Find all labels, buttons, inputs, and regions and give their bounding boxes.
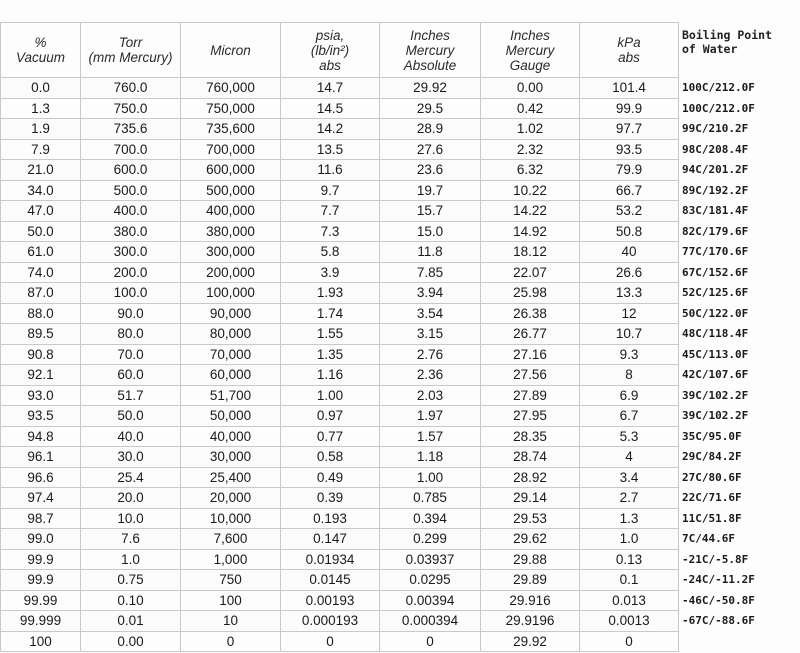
cell-inhg-gauge: 2.32 [481,139,580,160]
cell-inhg-gauge: 27.16 [481,344,580,365]
cell-vacuum: 92.1 [1,365,81,386]
cell-inhg-gauge: 14.92 [481,221,580,242]
boiling-point-value: 94C/201.2F [682,163,749,176]
cell-kpa: 0.0013 [580,611,679,632]
header-kpa [580,23,679,78]
cell-vacuum: 100 [1,631,81,652]
cell-vacuum: 90.8 [1,344,81,365]
boiling-point-value: -67C/-88.6F [682,614,755,627]
table-row [1,344,679,365]
cell-vacuum: 98.7 [1,508,81,529]
cell-vacuum: 99.9 [1,570,81,591]
cell-kpa: 5.3 [580,426,679,447]
table-row [1,529,679,550]
cell-torr: 500.0 [81,180,181,201]
cell-vacuum: 94.8 [1,426,81,447]
cell-inhg-gauge: 1.02 [481,119,580,140]
cell-inhg-gauge: 28.74 [481,447,580,468]
cell-kpa: 0.1 [580,570,679,591]
cell-torr: 25.4 [81,467,181,488]
header-inhg-absolute-line: Absolute [403,57,457,73]
cell-torr: 50.0 [81,406,181,427]
cell-torr: 60.0 [81,365,181,386]
cell-torr: 100.0 [81,283,181,304]
cell-psia: 0.000193 [281,611,380,632]
cell-psia: 0.01934 [281,549,380,570]
header-torr-line: Torr [118,35,143,50]
header-kpa-line: abs [618,50,640,65]
header-psia [281,23,380,78]
cell-inhg-absolute: 0.394 [380,508,481,529]
cell-micron: 51,700 [181,385,281,406]
cell-torr: 700.0 [81,139,181,160]
cell-inhg-gauge: 28.92 [481,467,580,488]
cell-inhg-absolute: 29.92 [380,78,481,99]
cell-psia: 1.93 [281,283,380,304]
cell-kpa: 6.9 [580,385,679,406]
cell-micron: 1,000 [181,549,281,570]
cell-psia: 14.2 [281,119,380,140]
boiling-point-value: 100C/212.0F [682,81,755,94]
cell-kpa: 40 [580,242,679,263]
table-row [1,426,679,447]
boiling-point-value: 27C/80.6F [682,470,742,484]
cell-inhg-absolute: 3.94 [380,283,481,304]
cell-inhg-absolute: 0.785 [380,488,481,509]
cell-micron: 60,000 [181,365,281,386]
cell-vacuum: 50.0 [1,221,81,242]
cell-psia: 1.00 [281,385,380,406]
boiling-point-value [678,632,800,653]
cell-inhg-gauge: 29.916 [481,590,580,611]
cell-torr: 30.0 [81,447,181,468]
boiling-point-value: 89C/192.2F [682,183,749,197]
boiling-point-value: 100C/212.0F [682,101,755,115]
cell-micron: 10,000 [181,508,281,529]
cell-kpa: 1.3 [580,508,679,529]
header-inhg-gauge-line: Mercury [505,42,555,58]
cell-inhg-gauge: 0.42 [481,98,580,119]
cell-inhg-absolute: 0.00394 [380,590,481,611]
cell-vacuum: 1.3 [1,98,81,119]
cell-micron: 25,400 [181,467,281,488]
cell-inhg-gauge: 18.12 [481,242,580,263]
header-micron-line: Micron [210,42,251,58]
cell-inhg-absolute: 3.15 [380,324,481,345]
cell-psia: 0 [281,631,380,652]
cell-kpa: 6.7 [580,406,679,427]
boiling-point-value: 48C/118.4F [682,327,749,340]
boiling-point-value: 42C/107.6F [682,368,749,381]
boiling-point-value: 39C/102.2F [682,388,749,402]
cell-inhg-absolute: 1.00 [380,467,481,488]
cell-torr: 0.01 [81,611,181,632]
cell-kpa: 101.4 [580,78,679,99]
cell-vacuum: 89.5 [1,324,81,345]
header-micron [181,23,281,78]
header-vacuum [1,23,81,78]
cell-inhg-gauge: 29.9196 [481,611,580,632]
boiling-point-value: 45C/113.0F [682,347,749,361]
cell-micron: 90,000 [181,303,281,324]
cell-vacuum: 1.9 [1,119,81,140]
boiling-point-value: 67C/152.6F [682,265,749,279]
cell-torr: 760.0 [81,78,181,99]
cell-inhg-absolute: 28.9 [380,119,481,140]
cell-kpa: 3.4 [580,467,679,488]
cell-torr: 750.0 [81,98,181,119]
cell-inhg-absolute: 2.36 [380,365,481,386]
cell-inhg-absolute: 0 [380,631,481,652]
cell-kpa: 12 [580,303,679,324]
cell-micron: 500,000 [181,180,281,201]
cell-inhg-absolute: 0.03937 [380,549,481,570]
cell-vacuum: 99.99 [1,590,81,611]
cell-inhg-gauge: 29.14 [481,488,580,509]
cell-micron: 400,000 [181,201,281,222]
cell-vacuum: 96.1 [1,447,81,468]
cell-micron: 760,000 [181,78,281,99]
cell-kpa: 9.3 [580,344,679,365]
cell-torr: 380.0 [81,221,181,242]
cell-inhg-gauge: 27.95 [481,406,580,427]
cell-psia: 0.58 [281,447,380,468]
boiling-point-value: -21C/-5.8F [682,552,749,566]
table-row [1,631,679,652]
cell-psia: 7.3 [281,221,380,242]
cell-micron: 700,000 [181,139,281,160]
cell-micron: 40,000 [181,426,281,447]
cell-micron: 7,600 [181,529,281,550]
cell-micron: 20,000 [181,488,281,509]
cell-kpa: 99.9 [580,98,679,119]
table-row [1,570,679,591]
boiling-point-value: 77C/170.6F [682,245,749,258]
cell-kpa: 93.5 [580,139,679,160]
cell-psia: 1.35 [281,344,380,365]
cell-torr: 735.6 [81,119,181,140]
cell-psia: 1.16 [281,365,380,386]
cell-vacuum: 34.0 [1,180,81,201]
cell-vacuum: 99.9 [1,549,81,570]
table-row [1,119,679,140]
cell-inhg-gauge: 0.00 [481,78,580,99]
cell-kpa: 0.013 [580,590,679,611]
header-torr [81,23,181,78]
header-kpa-line: kPa [617,35,641,50]
cell-kpa: 66.7 [580,180,679,201]
table-row [1,78,679,99]
cell-inhg-absolute: 1.97 [380,406,481,427]
table-row [1,283,679,304]
boiling-point-value: 82C/179.6F [682,224,749,238]
cell-inhg-absolute: 19.7 [380,180,481,201]
cell-psia: 0.97 [281,406,380,427]
cell-psia: 5.8 [281,242,380,263]
table-row [1,365,679,386]
boiling-point-value: 83C/181.4F [682,204,749,217]
cell-torr: 0.75 [81,570,181,591]
cell-inhg-absolute: 29.5 [380,98,481,119]
cell-psia: 9.7 [281,180,380,201]
cell-inhg-absolute: 0.299 [380,529,481,550]
cell-psia: 1.55 [281,324,380,345]
cell-inhg-gauge: 29.92 [481,631,580,652]
cell-inhg-absolute: 0.0295 [380,570,481,591]
cell-kpa: 0 [580,631,679,652]
table-row [1,385,679,406]
cell-micron: 10 [181,611,281,632]
boiling-point-value: 50C/122.0F [682,306,749,320]
cell-torr: 7.6 [81,529,181,550]
header-psia-line: abs [319,57,341,73]
table-row [1,98,679,119]
cell-vacuum: 99.0 [1,529,81,550]
cell-micron: 200,000 [181,262,281,283]
cell-torr: 200.0 [81,262,181,283]
cell-kpa: 2.7 [580,488,679,509]
cell-torr: 600.0 [81,160,181,181]
boiling-point-value: -24C/-11.2F [682,573,755,586]
cell-torr: 0.00 [81,631,181,652]
cell-inhg-gauge: 29.62 [481,529,580,550]
header-inhg-gauge-line: Inches [510,27,550,43]
cell-kpa: 50.8 [580,221,679,242]
header-boiling-line: of Water [682,42,738,56]
cell-micron: 50,000 [181,406,281,427]
cell-vacuum: 7.9 [1,139,81,160]
header-inhg-absolute-line: Inches [410,27,450,43]
cell-torr: 40.0 [81,426,181,447]
cell-micron: 100 [181,590,281,611]
cell-micron: 300,000 [181,242,281,263]
cell-inhg-absolute: 15.7 [380,201,481,222]
cell-kpa: 53.2 [580,201,679,222]
cell-vacuum: 47.0 [1,201,81,222]
cell-inhg-gauge: 25.98 [481,283,580,304]
table-row [1,324,679,345]
cell-torr: 0.10 [81,590,181,611]
cell-vacuum: 21.0 [1,160,81,181]
cell-psia: 0.00193 [281,590,380,611]
cell-torr: 70.0 [81,344,181,365]
cell-psia: 14.7 [281,78,380,99]
boiling-point-value: 52C/125.6F [682,286,749,299]
cell-psia: 11.6 [281,160,380,181]
cell-micron: 735,600 [181,119,281,140]
header-psia-line: (lb/in²) [310,42,350,58]
cell-psia: 0.147 [281,529,380,550]
cell-micron: 750 [181,570,281,591]
cell-psia: 0.77 [281,426,380,447]
cell-micron: 380,000 [181,221,281,242]
table-row [1,549,679,570]
cell-vacuum: 61.0 [1,242,81,263]
boiling-point-value: 39C/102.2F [682,409,749,422]
header-boiling-point [678,22,800,78]
header-vacuum-line: % [34,35,47,50]
cell-kpa: 0.13 [580,549,679,570]
cell-vacuum: 96.6 [1,467,81,488]
cell-inhg-absolute: 15.0 [380,221,481,242]
cell-inhg-absolute: 2.76 [380,344,481,365]
cell-vacuum: 99.999 [1,611,81,632]
cell-torr: 80.0 [81,324,181,345]
cell-inhg-gauge: 29.88 [481,549,580,570]
cell-inhg-absolute: 1.18 [380,447,481,468]
boiling-point-value: -46C/-50.8F [682,593,755,607]
boiling-point-column [678,22,800,652]
cell-kpa: 26.6 [580,262,679,283]
cell-inhg-absolute: 23.6 [380,160,481,181]
cell-kpa: 1.0 [580,529,679,550]
table-row [1,467,679,488]
table-row [1,201,679,222]
boiling-point-list [678,78,800,652]
cell-kpa: 8 [580,365,679,386]
cell-psia: 0.39 [281,488,380,509]
vacuum-conversion-table [0,22,679,652]
boiling-point-value: 35C/95.0F [682,429,742,443]
cell-inhg-absolute: 7.85 [380,262,481,283]
cell-micron: 0 [181,631,281,652]
boiling-point-value: 11C/51.8F [682,511,742,525]
header-inhg-absolute-line: Mercury [405,42,455,58]
cell-torr: 1.0 [81,549,181,570]
cell-inhg-gauge: 22.07 [481,262,580,283]
cell-inhg-absolute: 2.03 [380,385,481,406]
header-inhg-gauge [481,23,580,78]
header-vacuum-line: Vacuum [15,50,66,65]
table-row [1,508,679,529]
cell-inhg-absolute: 11.8 [380,242,481,263]
cell-psia: 0.49 [281,467,380,488]
cell-kpa: 97.7 [580,119,679,140]
table-row [1,221,679,242]
cell-kpa: 4 [580,447,679,468]
cell-psia: 3.9 [281,262,380,283]
cell-inhg-absolute: 0.000394 [380,611,481,632]
cell-torr: 10.0 [81,508,181,529]
cell-inhg-absolute: 3.54 [380,303,481,324]
cell-kpa: 79.9 [580,160,679,181]
boiling-point-value: 29C/84.2F [682,450,742,463]
boiling-point-value: 99C/210.2F [682,122,749,135]
cell-psia: 1.74 [281,303,380,324]
boiling-point-value: 22C/71.6F [682,491,742,504]
cell-vacuum: 93.0 [1,385,81,406]
cell-vacuum: 74.0 [1,262,81,283]
cell-vacuum: 97.4 [1,488,81,509]
cell-torr: 300.0 [81,242,181,263]
cell-inhg-gauge: 29.89 [481,570,580,591]
cell-vacuum: 87.0 [1,283,81,304]
header-inhg-absolute [380,23,481,78]
cell-inhg-gauge: 29.53 [481,508,580,529]
header-boiling-line: Boiling Point [682,28,773,42]
cell-micron: 30,000 [181,447,281,468]
cell-micron: 80,000 [181,324,281,345]
cell-psia: 0.193 [281,508,380,529]
table-row [1,262,679,283]
header-inhg-gauge-line: Gauge [509,57,551,73]
table-row [1,180,679,201]
boiling-point-value: 98C/208.4F [682,142,749,156]
header-torr-line: (mm Mercury) [88,50,173,65]
table-row [1,611,679,632]
cell-micron: 600,000 [181,160,281,181]
cell-psia: 14.5 [281,98,380,119]
table-row [1,406,679,427]
cell-micron: 100,000 [181,283,281,304]
header-psia-line: psia, [315,27,345,43]
table-header-row [1,23,679,78]
cell-vacuum: 93.5 [1,406,81,427]
cell-inhg-gauge: 26.38 [481,303,580,324]
cell-inhg-absolute: 1.57 [380,426,481,447]
cell-psia: 13.5 [281,139,380,160]
cell-inhg-absolute: 27.6 [380,139,481,160]
cell-psia: 7.7 [281,201,380,222]
cell-kpa: 13.3 [580,283,679,304]
cell-inhg-gauge: 28.35 [481,426,580,447]
cell-torr: 90.0 [81,303,181,324]
table-row [1,488,679,509]
table-row [1,447,679,468]
cell-micron: 750,000 [181,98,281,119]
table-row [1,242,679,263]
cell-inhg-gauge: 27.56 [481,365,580,386]
cell-torr: 400.0 [81,201,181,222]
cell-inhg-gauge: 27.89 [481,385,580,406]
cell-kpa: 10.7 [580,324,679,345]
table-row [1,160,679,181]
cell-micron: 70,000 [181,344,281,365]
cell-inhg-gauge: 6.32 [481,160,580,181]
cell-inhg-gauge: 26.77 [481,324,580,345]
cell-inhg-gauge: 10.22 [481,180,580,201]
table-body [1,78,679,652]
cell-inhg-gauge: 14.22 [481,201,580,222]
cell-vacuum: 0.0 [1,78,81,99]
cell-vacuum: 88.0 [1,303,81,324]
cell-torr: 20.0 [81,488,181,509]
table-row [1,303,679,324]
table-row [1,139,679,160]
boiling-point-value: 7C/44.6F [682,532,735,545]
cell-torr: 51.7 [81,385,181,406]
cell-psia: 0.0145 [281,570,380,591]
table-row [1,590,679,611]
